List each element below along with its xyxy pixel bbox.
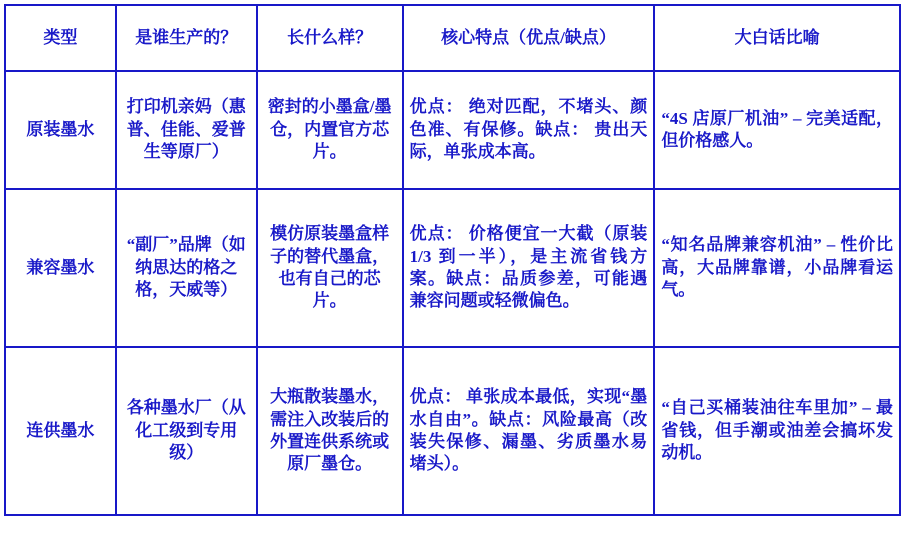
cell-maker-compatible: “副厂”品牌（如纳思达的格之格，天威等） <box>116 189 257 347</box>
row-label-compatible: 兼容墨水 <box>5 189 116 347</box>
cell-looks-ciss: 大瓶散装墨水，需注入改装后的外置连供系统或原厂墨仓。 <box>257 347 403 515</box>
table-row <box>5 347 900 515</box>
row-label-original: 原装墨水 <box>5 71 116 189</box>
ink-comparison-table <box>4 4 901 516</box>
column-header-analogy: 大白话比喻 <box>654 5 900 71</box>
cell-features-compatible: 优点： 价格便宜一大截（原装 1/3 到一半），是主流省钱方案。缺点：品质参差，可能遇兼容问题或轻微偏色。 <box>403 189 655 347</box>
cell-analogy-compatible: “知名品牌兼容机油” – 性价比高，大品牌靠谱，小品牌看运气。 <box>654 189 900 347</box>
column-header-type: 类型 <box>5 5 116 71</box>
column-header-features: 核心特点（优点/缺点） <box>403 5 655 71</box>
table-row <box>5 71 900 189</box>
cell-analogy-original: “4S 店原厂机油” – 完美适配，但价格感人。 <box>654 71 900 189</box>
column-header-looks: 长什么样？ <box>257 5 403 71</box>
table-header-row <box>5 5 900 71</box>
cell-features-ciss: 优点： 单张成本最低，实现“墨水自由”。缺点：风险最高（改装失保修、漏墨、劣质墨水易堵头）。 <box>403 347 655 515</box>
table-row <box>5 189 900 347</box>
cell-features-original: 优点： 绝对匹配，不堵头、颜色准、有保修。缺点： 贵出天际，单张成本高。 <box>403 71 655 189</box>
cell-maker-ciss: 各种墨水厂（从化工级到专用级） <box>116 347 257 515</box>
cell-looks-compatible: 模仿原装墨盒样子的替代墨盒，也有自己的芯片。 <box>257 189 403 347</box>
cell-analogy-ciss: “自己买桶装油往车里加” – 最省钱，但手潮或油差会搞坏发动机。 <box>654 347 900 515</box>
row-label-ciss: 连供墨水 <box>5 347 116 515</box>
cell-looks-original: 密封的小墨盒/墨仓，内置官方芯片。 <box>257 71 403 189</box>
cell-maker-original: 打印机亲妈（惠普、佳能、爱普生等原厂） <box>116 71 257 189</box>
column-header-maker: 是谁生产的？ <box>116 5 257 71</box>
